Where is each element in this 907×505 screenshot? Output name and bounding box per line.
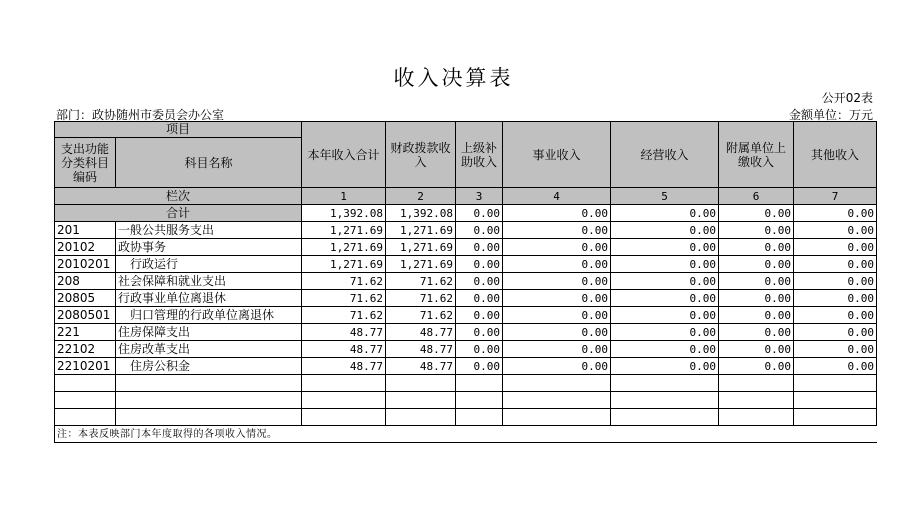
subject-name: 住房改革支出 bbox=[116, 341, 302, 358]
empty-cell bbox=[456, 409, 503, 426]
amount-cell: 0.00 bbox=[503, 239, 611, 256]
amount-cell: 0.00 bbox=[794, 273, 877, 290]
amount-cell: 71.62 bbox=[386, 307, 456, 324]
empty-cell bbox=[794, 392, 877, 409]
total-value: 0.00 bbox=[719, 205, 794, 222]
amount-cell: 0.00 bbox=[503, 358, 611, 375]
amount-cell: 1,271.69 bbox=[386, 256, 456, 273]
empty-cell bbox=[302, 409, 386, 426]
amount-cell: 0.00 bbox=[719, 256, 794, 273]
amount-cell: 0.00 bbox=[611, 273, 719, 290]
empty-cell bbox=[503, 409, 611, 426]
amount-cell: 0.00 bbox=[611, 307, 719, 324]
total-row bbox=[55, 205, 877, 222]
subject-code: 20805 bbox=[55, 290, 116, 307]
amount-cell: 0.00 bbox=[719, 222, 794, 239]
amount-cell: 0.00 bbox=[611, 256, 719, 273]
table-row bbox=[55, 222, 877, 239]
subject-code: 221 bbox=[55, 324, 116, 341]
income-table bbox=[54, 121, 877, 443]
amount-cell: 0.00 bbox=[611, 358, 719, 375]
amount-cell: 0.00 bbox=[503, 222, 611, 239]
total-value: 0.00 bbox=[456, 205, 503, 222]
subject-name: 政协事务 bbox=[116, 239, 302, 256]
table-row bbox=[55, 273, 877, 290]
operating-income-header: 经营收入 bbox=[611, 122, 719, 188]
amount-cell: 0.00 bbox=[794, 239, 877, 256]
amount-cell: 0.00 bbox=[611, 290, 719, 307]
empty-cell bbox=[719, 375, 794, 392]
total-value: 0.00 bbox=[503, 205, 611, 222]
column-number: 6 bbox=[719, 188, 794, 205]
empty-cell bbox=[503, 392, 611, 409]
affiliated-income-header: 附属单位上缴收入 bbox=[719, 122, 794, 188]
table-row bbox=[55, 358, 877, 375]
amount-cell: 0.00 bbox=[794, 256, 877, 273]
empty-cell bbox=[503, 375, 611, 392]
subject-code: 20102 bbox=[55, 239, 116, 256]
empty-cell bbox=[719, 392, 794, 409]
amount-cell: 0.00 bbox=[456, 256, 503, 273]
empty-cell bbox=[55, 375, 116, 392]
amount-cell: 0.00 bbox=[719, 273, 794, 290]
empty-cell bbox=[794, 409, 877, 426]
empty-cell bbox=[386, 409, 456, 426]
table-row bbox=[55, 341, 877, 358]
subject-name: 社会保障和就业支出 bbox=[116, 273, 302, 290]
subject-code: 22102 bbox=[55, 341, 116, 358]
empty-row bbox=[55, 375, 877, 392]
total-value: 0.00 bbox=[794, 205, 877, 222]
subject-code: 2010201 bbox=[55, 256, 116, 273]
amount-cell: 0.00 bbox=[503, 307, 611, 324]
header-row-1 bbox=[55, 122, 877, 138]
amount-cell: 0.00 bbox=[611, 222, 719, 239]
table-row bbox=[55, 239, 877, 256]
fiscal-header: 财政拨款收入 bbox=[386, 122, 456, 188]
amount-cell: 0.00 bbox=[719, 358, 794, 375]
subject-name: 一般公共服务支出 bbox=[116, 222, 302, 239]
table-row bbox=[55, 256, 877, 273]
empty-cell bbox=[55, 409, 116, 426]
empty-cell bbox=[386, 375, 456, 392]
amount-cell: 0.00 bbox=[794, 324, 877, 341]
amount-cell: 48.77 bbox=[302, 324, 386, 341]
amount-cell: 0.00 bbox=[719, 307, 794, 324]
column-number: 5 bbox=[611, 188, 719, 205]
amount-cell: 0.00 bbox=[719, 341, 794, 358]
column-number: 1 bbox=[302, 188, 386, 205]
column-number-label: 栏次 bbox=[55, 188, 302, 205]
column-number-row bbox=[55, 188, 877, 205]
total-value: 1,392.08 bbox=[386, 205, 456, 222]
amount-cell: 0.00 bbox=[503, 341, 611, 358]
column-number: 4 bbox=[503, 188, 611, 205]
empty-cell bbox=[55, 392, 116, 409]
table-row bbox=[55, 307, 877, 324]
other-income-header: 其他收入 bbox=[794, 122, 877, 188]
amount-cell: 0.00 bbox=[611, 324, 719, 341]
amount-cell: 0.00 bbox=[456, 290, 503, 307]
amount-cell: 0.00 bbox=[719, 290, 794, 307]
total-income-header: 本年收入合计 bbox=[302, 122, 386, 188]
superior-subsidy-header: 上级补助收入 bbox=[456, 122, 503, 188]
amount-cell: 71.62 bbox=[386, 290, 456, 307]
amount-cell: 1,271.69 bbox=[302, 222, 386, 239]
amount-cell: 0.00 bbox=[456, 358, 503, 375]
table-row bbox=[55, 290, 877, 307]
empty-cell bbox=[456, 392, 503, 409]
subject-name: 住房保障支出 bbox=[116, 324, 302, 341]
empty-cell bbox=[794, 375, 877, 392]
amount-cell: 0.00 bbox=[719, 239, 794, 256]
amount-cell: 1,271.69 bbox=[302, 239, 386, 256]
amount-cell: 1,271.69 bbox=[386, 222, 456, 239]
amount-cell: 0.00 bbox=[719, 324, 794, 341]
empty-cell bbox=[116, 392, 302, 409]
amount-cell: 0.00 bbox=[456, 307, 503, 324]
empty-cell bbox=[611, 392, 719, 409]
column-number: 2 bbox=[386, 188, 456, 205]
name-header: 科目名称 bbox=[116, 138, 302, 188]
amount-cell: 48.77 bbox=[302, 358, 386, 375]
amount-cell: 0.00 bbox=[456, 324, 503, 341]
column-number: 7 bbox=[794, 188, 877, 205]
total-value: 0.00 bbox=[611, 205, 719, 222]
subject-name: 住房公积金 bbox=[116, 358, 302, 375]
amount-cell: 0.00 bbox=[456, 222, 503, 239]
amount-cell: 0.00 bbox=[794, 290, 877, 307]
amount-cell: 71.62 bbox=[302, 290, 386, 307]
empty-cell bbox=[611, 409, 719, 426]
amount-cell: 1,271.69 bbox=[386, 239, 456, 256]
amount-cell: 0.00 bbox=[503, 256, 611, 273]
empty-cell bbox=[456, 375, 503, 392]
amount-cell: 0.00 bbox=[503, 324, 611, 341]
note-row bbox=[55, 426, 877, 443]
amount-cell: 1,271.69 bbox=[302, 256, 386, 273]
amount-cell: 0.00 bbox=[503, 290, 611, 307]
amount-cell: 48.77 bbox=[386, 324, 456, 341]
empty-cell bbox=[719, 409, 794, 426]
empty-cell bbox=[302, 392, 386, 409]
amount-cell: 0.00 bbox=[456, 239, 503, 256]
subject-name: 行政事业单位离退休 bbox=[116, 290, 302, 307]
amount-cell: 48.77 bbox=[386, 341, 456, 358]
subject-code: 2080501 bbox=[55, 307, 116, 324]
amount-cell: 0.00 bbox=[611, 239, 719, 256]
amount-cell: 0.00 bbox=[794, 341, 877, 358]
amount-cell: 0.00 bbox=[456, 273, 503, 290]
empty-row bbox=[55, 392, 877, 409]
project-header: 项目 bbox=[55, 122, 302, 138]
report-title: 收入决算表 bbox=[393, 66, 514, 90]
amount-cell: 0.00 bbox=[611, 341, 719, 358]
total-value: 1,392.08 bbox=[302, 205, 386, 222]
empty-cell bbox=[116, 409, 302, 426]
department-label: 部门：政协随州市委员会办公室 bbox=[56, 108, 225, 122]
subject-code: 2210201 bbox=[55, 358, 116, 375]
empty-row bbox=[55, 409, 877, 426]
column-number: 3 bbox=[456, 188, 503, 205]
amount-cell: 0.00 bbox=[794, 307, 877, 324]
subject-code: 208 bbox=[55, 273, 116, 290]
empty-cell bbox=[386, 392, 456, 409]
code-header: 支出功能分类科目编码 bbox=[55, 138, 116, 188]
form-number: 公开02表 bbox=[821, 91, 873, 105]
amount-cell: 71.62 bbox=[302, 307, 386, 324]
total-label: 合计 bbox=[55, 205, 302, 222]
amount-cell: 71.62 bbox=[386, 273, 456, 290]
empty-cell bbox=[611, 375, 719, 392]
subject-name: 行政运行 bbox=[116, 256, 302, 273]
amount-cell: 0.00 bbox=[503, 273, 611, 290]
table-row bbox=[55, 324, 877, 341]
subject-name: 归口管理的行政单位离退休 bbox=[116, 307, 302, 324]
empty-cell bbox=[116, 375, 302, 392]
empty-cell bbox=[302, 375, 386, 392]
amount-cell: 71.62 bbox=[302, 273, 386, 290]
business-income-header: 事业收入 bbox=[503, 122, 611, 188]
amount-cell: 0.00 bbox=[794, 222, 877, 239]
amount-cell: 48.77 bbox=[302, 341, 386, 358]
amount-cell: 0.00 bbox=[794, 358, 877, 375]
table-note: 注：本表反映部门本年度取得的各项收入情况。 bbox=[55, 426, 877, 443]
subject-code: 201 bbox=[55, 222, 116, 239]
amount-cell: 48.77 bbox=[386, 358, 456, 375]
unit-label: 金额单位：万元 bbox=[788, 108, 873, 122]
amount-cell: 0.00 bbox=[456, 341, 503, 358]
